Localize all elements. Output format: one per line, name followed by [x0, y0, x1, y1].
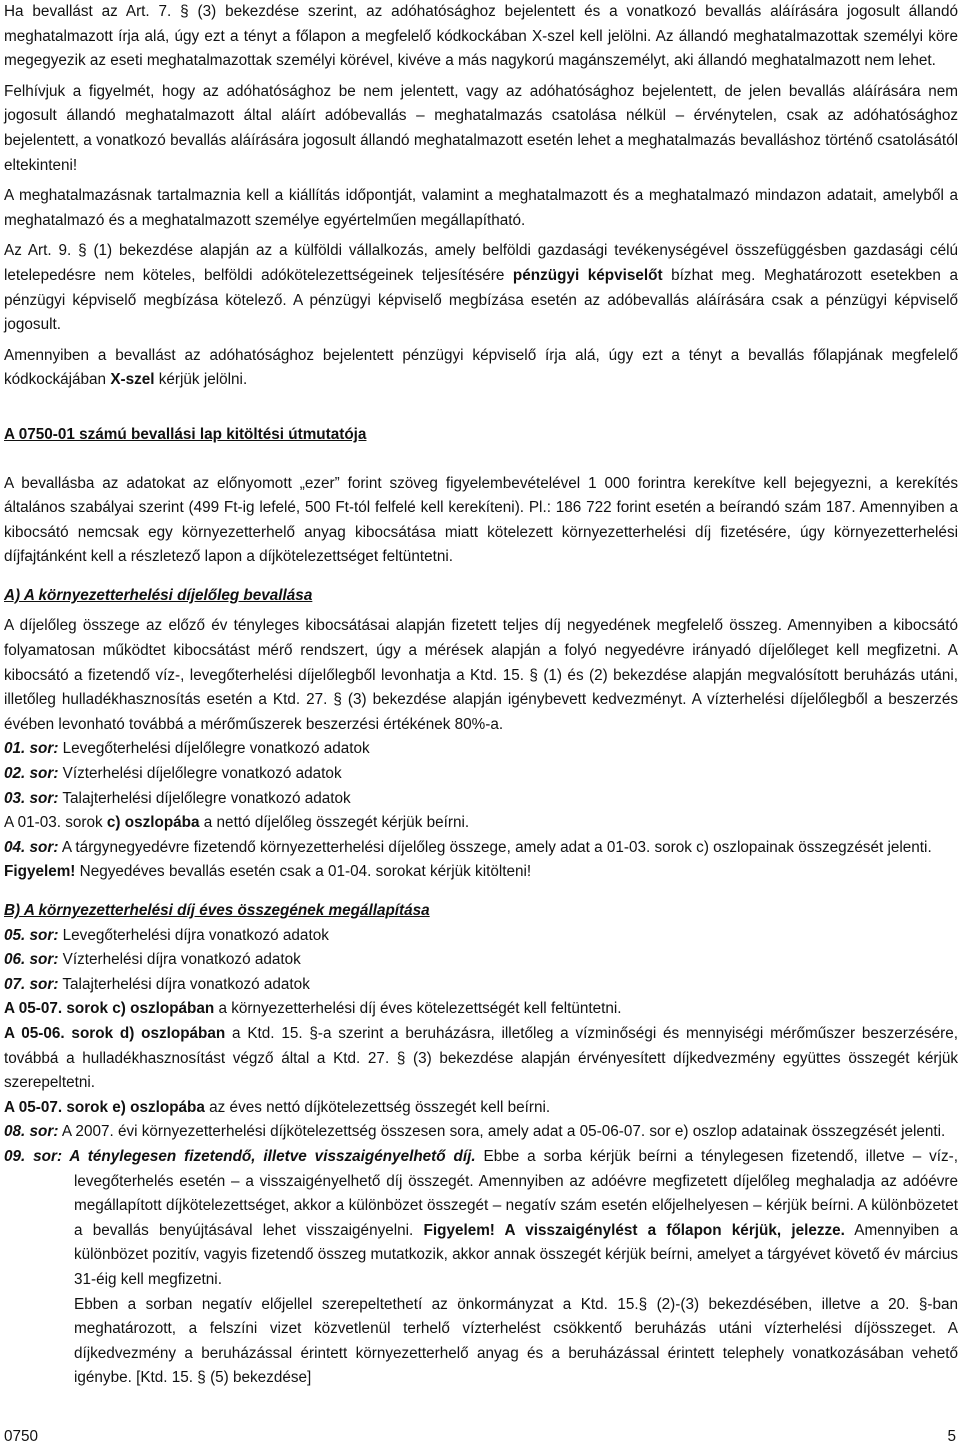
paragraph-section-a: A díjelőleg összege az előző év tényleges kibocsátásai alapján fizetett teljes díj negyedének megfelelő összeg. Amennyiben a kibocsátó folyamatosan működtet kibocsátást mérő rendszert, úgy a mérések alapján a folyó negyedévre irányadó díjelőleget kell megfizetni. A kibocsátó a fizetendő víz-, levegőterhelési díjelőlegből levonhatja a Ktd. 15. § (1) és (2) bekezdése alapján megvalósított beruházás utáni, illetőleg hulladékhasznosítás esetén a Ktd. 27. § (3) bekezdése alapján igénybevett kedvezményt. A vízterhelési díjelőlegből a beszerzés évében levonható továbbá a mérőműszerek beszerzési értékének 80%-a.	[4, 617, 958, 733]
text-span: A 01-03. sorok	[4, 814, 107, 832]
row-09	[4, 1145, 958, 1293]
text-span: Az Art. 9. § (1) bekezdése alapján az a külföldi vállalkozás, amely belföldi gazdasági tevékenységével összefüggésben gazdasági célú letelepedésre nem köteles, belföldi adókötelezettségeinek teljesítésére	[4, 242, 958, 284]
row-text: Levegőterhelési díjra vonatkozó adatok	[58, 926, 329, 944]
paragraph-financial-representative	[4, 239, 958, 337]
row-04	[4, 836, 958, 861]
row-label: 07. sor:	[4, 975, 59, 993]
row-text: Amennyiben a különbözet pozitív, vagyis fizetendő összeg mutatkozik, akkor annak összegét kérjük beírni, amelyet a tárgyévet követő év március 31-éig kell megfizetni.	[74, 1221, 958, 1288]
row-label: 09. sor:	[4, 1147, 63, 1165]
row-label: 06. sor:	[4, 951, 59, 969]
row-label: 01. sor:	[4, 740, 59, 758]
paragraph-rounding-rules: A bevallásba az adatokat az előnyomott „ezer” forint szöveg figyelembevételével 1 000 forintra kerekítve kell bejegyezni, a kerekítés általános szabályai szerint (499 Ft-ig lefelé, 500 Ft-tól felfelé kell kerekíteni). Pl.: 186 722 forint esetén a beírandó szám 187. Amennyiben a kibocsátó nemcsak egy környezetterhelő anyag kibocsátása miatt kötelezett környezetterhelési díj fizetésére, úgy környezetterhelési díjfajtánként kell a részletező lapon a díjkötelezettséget feltüntetni.	[4, 474, 958, 566]
row-01-03-column-c	[4, 811, 958, 836]
row-text: Ebbe a sorba kérjük beírni a ténylegesen fizetendő, illetve – víz-, levegőterhelés esetén – a visszaigényelhető díj összegét. Amennyiben az adóévre megfizetett díjelőleg meghaladja az adóévre megállapított díjkötelezettséget, akkor a különbözet összegét – negatív szám esetén előjelhelyesen – kérjük beírni. A különbözetet a bevallás benyújtásával lehet visszaigényelni.	[74, 1147, 958, 1239]
row-05-07-column-c	[4, 997, 958, 1022]
text-span: a környezetterhelési díj éves kötelezettségét kell feltüntetni.	[214, 1000, 622, 1018]
row-title: A ténylegesen fizetendő, illetve visszaigényelhető díj.	[62, 1147, 476, 1165]
bold-text: pénzügyi képviselőt	[512, 266, 663, 284]
bold-text: c) oszlopába	[106, 814, 200, 832]
row-label: 04. sor:	[4, 838, 59, 856]
row-07	[4, 973, 958, 998]
warning-label: Figyelem!	[4, 863, 76, 881]
warning-text: Negyedéves bevallás esetén csak a 01-04. sorokat kérjük kitölteni!	[75, 863, 532, 881]
text-span: bízhat meg. Meghatározott esetekben a pénzügyi képviselő megbízása kötelező. A pénzügyi képviselő megbízása esetén az adóbevallás aláírására csak a pénzügyi képviselő jogosult.	[4, 266, 958, 334]
warning-quarterly	[4, 860, 958, 885]
text-span: a Ktd. 15. §-a szerint a beruházásra, illetőleg a vízminőségi és mennyiségi mérőműszer beszerzésére, továbbá a hulladékhasznosítást végző által a Ktd. 27. § (3) bekezdése alapján érvényesített díjkedvezmény együttes összegét kérjük szerepeltetni.	[4, 1024, 958, 1092]
row-05-06-column-d	[4, 1022, 958, 1096]
bold-text: A 05-07. sorok e) oszlopába	[4, 1098, 205, 1116]
row-text: Vízterhelési díjelőlegre vonatkozó adatok	[58, 765, 342, 783]
row-06	[4, 948, 958, 973]
row-05	[4, 924, 958, 949]
section-a-title: A) A környezetterhelési díjelőleg bevallása	[4, 586, 313, 604]
paragraph-authorization-content: A meghatalmazásnak tartalmaznia kell a kiállítás időpontját, valamint a meghatalmazott és a meghatalmazó mindazon adatait, amelyből a meghatalmazó és a meghatalmazott személye egyértelműen megállapítható.	[4, 187, 958, 229]
row-text: A 2007. évi környezetterhelési díjkötelezettség összesen sora, amely adat a 05-06-07. sor e) oszlop adatainak összegzését jelenti.	[58, 1123, 946, 1141]
bold-text: A 05-07. sorok c) oszlopában	[4, 1000, 215, 1018]
paragraph-financial-signature	[4, 344, 958, 393]
page-number: 5	[947, 1428, 956, 1445]
page-footer	[4, 1428, 956, 1446]
text-span: Amennyiben a bevallást az adóhatósághoz bejelentett pénzügyi képviselő írja alá, úgy ezt a tényt a bevallás főlapjának megfelelő kódkockájában	[4, 346, 958, 389]
row-label: 03. sor:	[4, 789, 59, 807]
section-heading: A 0750-01 számú bevallási lap kitöltési útmutatója	[4, 425, 367, 443]
text-span: kérjük jelölni.	[154, 371, 248, 389]
text-span: az éves nettó díjkötelezettség összegét kell beírni.	[204, 1098, 551, 1116]
paragraph-notice-unregistered: Felhívjuk a figyelmét, hogy az adóhatósághoz be nem jelentett, vagy az adóhatósághoz bejelentett, de jelen bevallás aláírására nem jogosult állandó meghatalmazott által aláírt adóbevallás – meghatalmazás csatolása nélkül – érvénytelen, csak az adóhatósághoz bejelentett, a vonatkozó bevallás aláírására jogosult állandó meghatalmazott esetén lehet a meghatalmazás bevalláshoz történő csatolásától eltekinteni!	[4, 82, 958, 174]
section-b-title: B) A környezetterhelési díj éves összegének megállapítása	[4, 902, 430, 919]
row-text: A tárgynegyedévre fizetendő környezetterhelési díjelőleg összege, amely adat a 01-03. sorok c) oszlopainak összegzését jelenti.	[58, 838, 932, 856]
row-03	[4, 787, 958, 812]
bold-text: A 05-06. sorok d) oszlopában	[4, 1024, 226, 1042]
row-text: Talajterhelési díjelőlegre vonatkozó adatok	[58, 789, 351, 807]
row-label: 08. sor:	[4, 1123, 59, 1141]
row-02	[4, 762, 958, 787]
row-label: 05. sor:	[4, 926, 59, 944]
form-number: 0750	[4, 1428, 39, 1445]
row-label: 02. sor:	[4, 765, 59, 783]
paragraph-permanent-representative: Ha bevallást az Art. 7. § (3) bekezdése szerint, az adóhatósághoz bejelentett és a vonatkozó bevallás aláírására jogosult állandó meghatalmazott írja alá, úgy ezt a tényt a főlapon a megfelelő kódkockában X-szel kell jelölni. Az állandó meghatalmazottak személyi köre megegyezik az eseti meghatalmazottak személyi körével, kivéve a más nagykorú magánszemélyt, aki állandó meghatalmazott nem lehet.	[4, 3, 958, 70]
text-span: a nettó díjelőleg összegét kérjük beírni.	[199, 814, 470, 832]
row-08	[4, 1120, 958, 1145]
row-05-07-column-e	[4, 1096, 958, 1121]
row-01	[4, 737, 958, 762]
row-text: Talajterhelési díjra vonatkozó adatok	[58, 975, 310, 993]
row-text: Vízterhelési díjra vonatkozó adatok	[58, 951, 301, 969]
bold-text: X-szel	[110, 371, 155, 389]
row-text: Levegőterhelési díjelőlegre vonatkozó adatok	[58, 740, 370, 758]
warning-text: Figyelem! A visszaigénylést a főlapon kérjük, jelezze.	[423, 1221, 845, 1239]
document-page	[4, 0, 958, 1391]
row-09-continuation: Ebben a sorban negatív előjellel szerepeltethetí az önkormányzat a Ktd. 15.§ (2)-(3) bekezdésében, illetve a 20. §-ban meghatározott, a felszíni vizet közvetlenül terhelő vízterhelést csökkentő beruházás utáni vízterhelési díjösszeget. A díjkedvezmény a beruházással érintett környezetterhelő anyag és a beruházással érintett telephely vonatkozásában vehető igénybe. [Ktd. 15. § (5) bekezdése]	[74, 1295, 958, 1387]
